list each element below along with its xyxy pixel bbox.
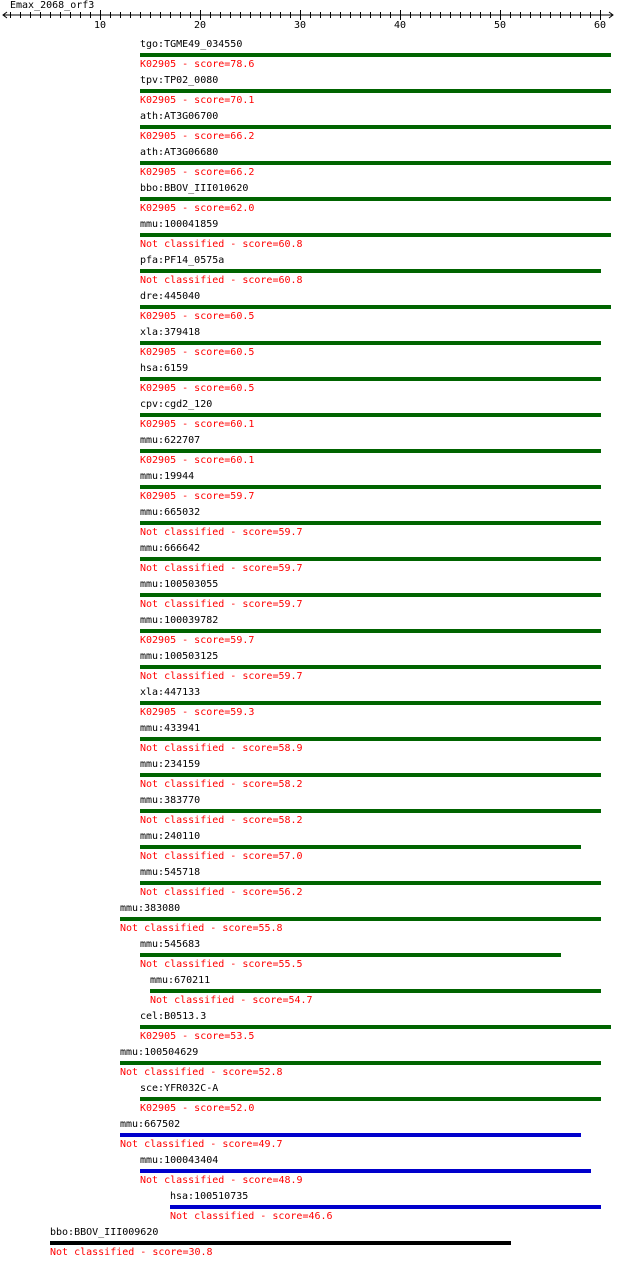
hit-alignment-bar[interactable]	[140, 1097, 601, 1101]
hit-score-label: Not classified - score=58.2	[140, 815, 303, 826]
hit-alignment-bar[interactable]	[50, 1241, 511, 1245]
hit-row[interactable]	[0, 939, 620, 975]
hit-score-label: Not classified - score=58.9	[140, 743, 303, 754]
hit-gene-id-link[interactable]: xla:379418	[140, 327, 201, 338]
hit-gene-id-link[interactable]: mmu:234159	[140, 759, 201, 770]
hit-gene-id-link[interactable]: mmu:100039782	[140, 615, 219, 626]
hit-gene-id-link[interactable]: mmu:622707	[140, 435, 201, 446]
hit-alignment-bar[interactable]	[140, 377, 601, 381]
hit-row[interactable]	[0, 795, 620, 831]
hit-gene-id-link[interactable]: mmu:666642	[140, 543, 201, 554]
hit-score-label: Not classified - score=46.6	[170, 1211, 333, 1222]
hit-score-label: Not classified - score=59.7	[140, 671, 303, 682]
hit-alignment-bar[interactable]	[120, 917, 601, 921]
hit-row[interactable]	[0, 615, 620, 651]
hit-score-label: Not classified - score=60.8	[140, 275, 303, 286]
hit-gene-id-link[interactable]: sce:YFR032C-A	[140, 1083, 219, 1094]
hit-row[interactable]	[0, 687, 620, 723]
ruler-tick-label: 40	[393, 20, 407, 31]
hit-score-label: K02905 - score=66.2	[140, 131, 255, 142]
hit-row[interactable]	[0, 75, 620, 111]
hit-score-label: Not classified - score=49.7	[120, 1139, 283, 1150]
hit-gene-id-link[interactable]: mmu:100043404	[140, 1155, 219, 1166]
hit-row[interactable]	[0, 579, 620, 615]
hit-score-label: Not classified - score=57.0	[140, 851, 303, 862]
hit-row[interactable]	[0, 111, 620, 147]
hit-alignment-bar[interactable]	[150, 989, 601, 993]
hit-gene-id-link[interactable]: tpv:TP02_0080	[140, 75, 219, 86]
hit-gene-id-link[interactable]: pfa:PF14_0575a	[140, 255, 225, 266]
hit-score-label: K02905 - score=78.6	[140, 59, 255, 70]
hit-gene-id-link[interactable]: cel:B0513.3	[140, 1011, 207, 1022]
hit-alignment-bar[interactable]	[140, 449, 601, 453]
hit-gene-id-link[interactable]: xla:447133	[140, 687, 201, 698]
hit-gene-id-link[interactable]: tgo:TGME49_034550	[140, 39, 243, 50]
hit-alignment-bar[interactable]	[140, 305, 611, 309]
hit-score-label: K02905 - score=60.1	[140, 419, 255, 430]
hit-score-label: Not classified - score=56.2	[140, 887, 303, 898]
hit-gene-id-link[interactable]: cpv:cgd2_120	[140, 399, 213, 410]
hit-gene-id-link[interactable]: mmu:383770	[140, 795, 201, 806]
hit-row[interactable]	[0, 363, 620, 399]
hit-alignment-bar[interactable]	[140, 593, 601, 597]
hit-score-label: Not classified - score=55.5	[140, 959, 303, 970]
hit-alignment-bar[interactable]	[140, 269, 601, 273]
hit-alignment-bar[interactable]	[140, 521, 601, 525]
hit-score-label: K02905 - score=53.5	[140, 1031, 255, 1042]
hit-alignment-bar[interactable]	[140, 125, 611, 129]
hit-row[interactable]	[0, 471, 620, 507]
hit-gene-id-link[interactable]: mmu:240110	[140, 831, 201, 842]
hit-row[interactable]	[0, 1119, 620, 1155]
hit-alignment-bar[interactable]	[120, 1061, 601, 1065]
hit-row[interactable]	[0, 1011, 620, 1047]
hit-gene-id-link[interactable]: mmu:545718	[140, 867, 201, 878]
hit-gene-id-link[interactable]: hsa:100510735	[170, 1191, 249, 1202]
hit-row[interactable]	[0, 183, 620, 219]
hit-score-label: K02905 - score=52.0	[140, 1103, 255, 1114]
hit-alignment-bar[interactable]	[140, 737, 601, 741]
hit-row[interactable]	[0, 651, 620, 687]
hit-score-label: Not classified - score=55.8	[120, 923, 283, 934]
hit-score-label: Not classified - score=52.8	[120, 1067, 283, 1078]
hit-score-label: K02905 - score=60.5	[140, 383, 255, 394]
hit-row[interactable]	[0, 399, 620, 435]
hit-alignment-bar[interactable]	[140, 53, 611, 57]
hit-score-label: Not classified - score=54.7	[150, 995, 313, 1006]
hit-score-label: Not classified - score=59.7	[140, 527, 303, 538]
hit-gene-id-link[interactable]: mmu:19944	[140, 471, 195, 482]
hit-alignment-bar[interactable]	[140, 665, 601, 669]
hit-row[interactable]	[0, 507, 620, 543]
hit-alignment-bar[interactable]	[140, 485, 601, 489]
hit-row[interactable]	[0, 39, 620, 75]
hit-row[interactable]	[0, 327, 620, 363]
hit-alignment-bar[interactable]	[140, 953, 561, 957]
hit-alignment-bar[interactable]	[140, 629, 601, 633]
hit-gene-id-link[interactable]: ath:AT3G06700	[140, 111, 219, 122]
hit-alignment-bar[interactable]	[140, 845, 581, 849]
hit-gene-id-link[interactable]: mmu:667502	[120, 1119, 181, 1130]
hit-row[interactable]	[0, 1191, 620, 1227]
hit-row[interactable]	[0, 867, 620, 903]
hit-alignment-bar[interactable]	[140, 341, 601, 345]
hit-score-label: Not classified - score=59.7	[140, 563, 303, 574]
hit-score-label: Not classified - score=30.8	[50, 1247, 213, 1258]
hit-row[interactable]	[0, 975, 620, 1011]
hit-row[interactable]	[0, 1083, 620, 1119]
hit-gene-id-link[interactable]: bbo:BBOV_III009620	[50, 1227, 159, 1238]
hit-row[interactable]	[0, 831, 620, 867]
hit-score-label: K02905 - score=60.1	[140, 455, 255, 466]
hit-row[interactable]	[0, 435, 620, 471]
hit-score-label: Not classified - score=59.7	[140, 599, 303, 610]
hit-gene-id-link[interactable]: mmu:383080	[120, 903, 181, 914]
hit-row[interactable]	[0, 219, 620, 255]
hit-gene-id-link[interactable]: bbo:BBOV_III010620	[140, 183, 249, 194]
hit-gene-id-link[interactable]: mmu:100503125	[140, 651, 219, 662]
ruler-tick-label: 50	[493, 20, 507, 31]
hit-row[interactable]	[0, 1155, 620, 1191]
hit-score-label: K02905 - score=59.3	[140, 707, 255, 718]
hit-gene-id-link[interactable]: mmu:100503055	[140, 579, 219, 590]
hit-alignment-bar[interactable]	[140, 1169, 591, 1173]
hit-alignment-bar[interactable]	[120, 1133, 581, 1137]
hit-score-label: Not classified - score=58.2	[140, 779, 303, 790]
hit-score-label: Not classified - score=60.8	[140, 239, 303, 250]
hit-row[interactable]	[0, 759, 620, 795]
hit-score-label: K02905 - score=62.0	[140, 203, 255, 214]
hit-row[interactable]	[0, 1047, 620, 1083]
hit-alignment-bar[interactable]	[140, 881, 601, 885]
hit-gene-id-link[interactable]: hsa:6159	[140, 363, 189, 374]
hit-gene-id-link[interactable]: mmu:665032	[140, 507, 201, 518]
hit-alignment-bar[interactable]	[140, 197, 611, 201]
hit-alignment-bar[interactable]	[140, 557, 601, 561]
hit-row[interactable]	[0, 723, 620, 759]
hit-row[interactable]	[0, 147, 620, 183]
hit-alignment-bar[interactable]	[140, 1025, 611, 1029]
query-title: Emax_2068_orf3	[10, 0, 95, 11]
hit-row[interactable]	[0, 255, 620, 291]
hit-alignment-bar[interactable]	[170, 1205, 601, 1209]
hit-alignment-bar[interactable]	[140, 413, 601, 417]
hit-gene-id-link[interactable]: ath:AT3G06680	[140, 147, 219, 158]
hit-gene-id-link[interactable]: mmu:670211	[150, 975, 211, 986]
hit-score-label: K02905 - score=60.5	[140, 347, 255, 358]
hit-gene-id-link[interactable]: mmu:545683	[140, 939, 201, 950]
hit-alignment-bar[interactable]	[140, 773, 601, 777]
hit-row[interactable]	[0, 1227, 620, 1263]
hit-gene-id-link[interactable]: mmu:100504629	[120, 1047, 199, 1058]
ruler-tick-label: 30	[293, 20, 307, 31]
hit-score-label: K02905 - score=59.7	[140, 635, 255, 646]
hit-row[interactable]	[0, 291, 620, 327]
ruler-tick-label: 60	[593, 20, 607, 31]
hit-row[interactable]	[0, 543, 620, 579]
ruler-tick-label: 20	[193, 20, 207, 31]
hit-alignment-bar[interactable]	[140, 233, 611, 237]
hit-score-label: K02905 - score=59.7	[140, 491, 255, 502]
hit-gene-id-link[interactable]: dre:445040	[140, 291, 201, 302]
hit-gene-id-link[interactable]: mmu:100041859	[140, 219, 219, 230]
hit-row[interactable]	[0, 903, 620, 939]
hit-gene-id-link[interactable]: mmu:433941	[140, 723, 201, 734]
hit-score-label: K02905 - score=60.5	[140, 311, 255, 322]
hit-alignment-bar[interactable]	[140, 701, 601, 705]
hit-alignment-bar[interactable]	[140, 161, 611, 165]
position-ruler	[0, 0, 620, 20]
hit-alignment-bar[interactable]	[140, 89, 611, 93]
hit-alignment-bar[interactable]	[140, 809, 601, 813]
hit-score-label: K02905 - score=70.1	[140, 95, 255, 106]
ruler-tick-label: 10	[93, 20, 107, 31]
hit-score-label: Not classified - score=48.9	[140, 1175, 303, 1186]
hit-score-label: K02905 - score=66.2	[140, 167, 255, 178]
